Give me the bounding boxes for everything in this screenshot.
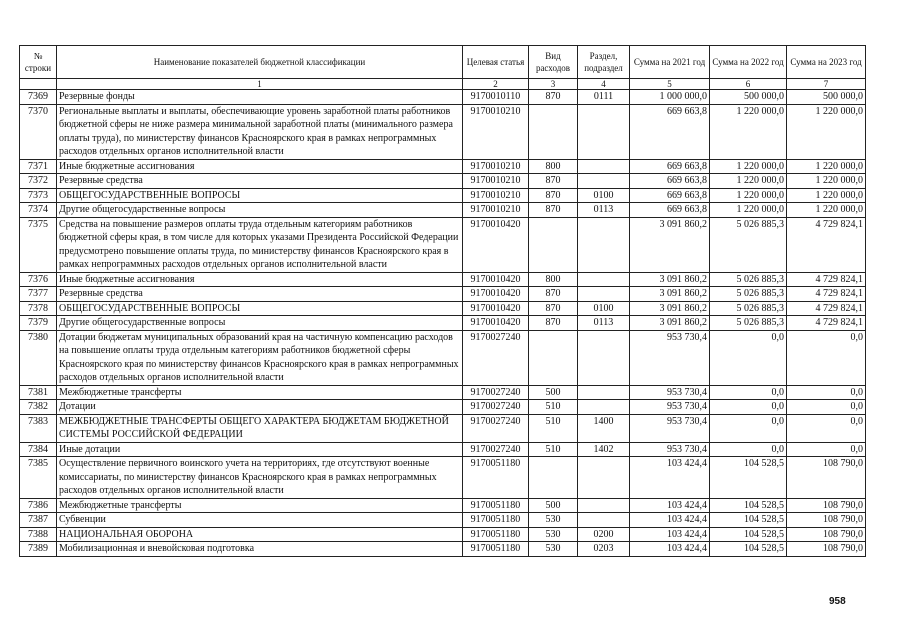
indicator-name: НАЦИОНАЛЬНАЯ ОБОРОНА [57,527,463,542]
sum-2022: 0,0 [710,330,787,385]
indicator-name: Осуществление первичного воинского учета на территориях, где отсутствуют военные комиссариаты, по министерству финансов Красноярского края в рамках непрограммных расходов отдельных органов исполнительной власти [57,457,463,499]
sum-2021: 953 730,4 [630,400,710,415]
table-row [20,217,866,272]
header-section: Раздел, подраздел [578,46,630,79]
table-row [20,414,866,442]
target-article: 9170027240 [463,414,529,442]
row-number: 7378 [20,301,57,316]
indicator-name: Межбюджетные трансферты [57,498,463,513]
column-number [20,79,57,90]
sum-2021: 669 663,8 [630,203,710,218]
sum-2023: 4 729 824,1 [787,301,866,316]
sum-2021: 953 730,4 [630,442,710,457]
indicator-name: Иные бюджетные ассигнования [57,272,463,287]
row-number: 7373 [20,188,57,203]
table-row [20,513,866,528]
section-code [578,174,630,189]
section-code [578,400,630,415]
sum-2023: 108 790,0 [787,527,866,542]
column-number: 4 [578,79,630,90]
section-code: 0113 [578,203,630,218]
column-number: 5 [630,79,710,90]
row-number: 7382 [20,400,57,415]
target-article: 9170027240 [463,442,529,457]
sum-2023: 0,0 [787,442,866,457]
row-number: 7388 [20,527,57,542]
sum-2021: 1 000 000,0 [630,90,710,105]
sum-2021: 3 091 860,2 [630,316,710,331]
expense-type: 870 [529,188,578,203]
section-code [578,104,630,159]
indicator-name: Резервные фонды [57,90,463,105]
section-code [578,330,630,385]
sum-2023: 0,0 [787,385,866,400]
expense-type: 500 [529,385,578,400]
target-article: 9170051180 [463,542,529,557]
row-number: 7369 [20,90,57,105]
target-article: 9170010210 [463,203,529,218]
row-number: 7376 [20,272,57,287]
sum-2022: 1 220 000,0 [710,174,787,189]
indicator-name: Дотации [57,400,463,415]
expense-type: 870 [529,287,578,302]
sum-2021: 103 424,4 [630,498,710,513]
table-row [20,287,866,302]
target-article: 9170010210 [463,174,529,189]
target-article: 9170051180 [463,513,529,528]
table-row [20,457,866,499]
indicator-name: ОБЩЕГОСУДАРСТВЕННЫЕ ВОПРОСЫ [57,301,463,316]
indicator-name: МЕЖБЮДЖЕТНЫЕ ТРАНСФЕРТЫ ОБЩЕГО ХАРАКТЕРА БЮДЖЕТАМ БЮДЖЕТНОЙ СИСТЕМЫ РОССИЙСКОЙ ФЕДЕРАЦИИ [57,414,463,442]
table-row [20,400,866,415]
section-code [578,272,630,287]
column-number: 7 [787,79,866,90]
expense-type [529,217,578,272]
sum-2022: 1 220 000,0 [710,188,787,203]
sum-2023: 108 790,0 [787,457,866,499]
target-article: 9170010110 [463,90,529,105]
indicator-name: Средства на повышение размеров оплаты труда отдельным категориям работников бюджетной сферы края, в том числе для которых указами Президента Российской Федерации предусмотрено повышение оплаты труда, по министерству финансов Красноярского края в рамках непрограммных расходов отдельных органов исполнительной власти [57,217,463,272]
budget-table [19,45,866,557]
target-article: 9170051180 [463,527,529,542]
table-row [20,385,866,400]
expense-type: 870 [529,301,578,316]
section-code: 0111 [578,90,630,105]
expense-type: 870 [529,90,578,105]
sum-2022: 104 528,5 [710,498,787,513]
section-code [578,159,630,174]
sum-2022: 104 528,5 [710,542,787,557]
target-article: 9170010210 [463,188,529,203]
section-code: 0113 [578,316,630,331]
target-article: 9170010420 [463,287,529,302]
expense-type: 870 [529,316,578,331]
row-number: 7384 [20,442,57,457]
sum-2021: 953 730,4 [630,414,710,442]
sum-2021: 669 663,8 [630,159,710,174]
table-row [20,542,866,557]
sum-2022: 5 026 885,3 [710,301,787,316]
indicator-name: Резервные средства [57,287,463,302]
target-article: 9170010420 [463,272,529,287]
table-body [20,90,866,557]
table-row [20,316,866,331]
row-number: 7375 [20,217,57,272]
expense-type [529,330,578,385]
table-row [20,301,866,316]
section-code [578,385,630,400]
sum-2021: 103 424,4 [630,542,710,557]
expense-type: 800 [529,159,578,174]
row-number: 7370 [20,104,57,159]
column-number: 2 [463,79,529,90]
table-row [20,203,866,218]
sum-2023: 4 729 824,1 [787,316,866,331]
header-sum-2021: Сумма на 2021 год [630,46,710,79]
row-number: 7383 [20,414,57,442]
sum-2021: 103 424,4 [630,457,710,499]
row-number: 7372 [20,174,57,189]
expense-type: 870 [529,203,578,218]
table-row [20,90,866,105]
sum-2022: 0,0 [710,385,787,400]
sum-2023: 500 000,0 [787,90,866,105]
sum-2021: 3 091 860,2 [630,287,710,302]
table-row [20,527,866,542]
row-number: 7381 [20,385,57,400]
indicator-name: ОБЩЕГОСУДАРСТВЕННЫЕ ВОПРОСЫ [57,188,463,203]
target-article: 9170010420 [463,316,529,331]
table-row [20,498,866,513]
row-number: 7377 [20,287,57,302]
row-number: 7379 [20,316,57,331]
indicator-name: Субвенции [57,513,463,528]
row-number: 7385 [20,457,57,499]
header-target-article: Целевая статья [463,46,529,79]
sum-2022: 1 220 000,0 [710,203,787,218]
indicator-name: Иные дотации [57,442,463,457]
table-row [20,330,866,385]
sum-2023: 108 790,0 [787,513,866,528]
section-code: 0203 [578,542,630,557]
row-number: 7374 [20,203,57,218]
sum-2023: 0,0 [787,330,866,385]
sum-2023: 0,0 [787,400,866,415]
table-row [20,272,866,287]
target-article: 9170027240 [463,330,529,385]
section-code: 0200 [578,527,630,542]
sum-2022: 5 026 885,3 [710,316,787,331]
expense-type: 510 [529,400,578,415]
section-code [578,287,630,302]
section-code: 1400 [578,414,630,442]
column-number: 3 [529,79,578,90]
sum-2022: 1 220 000,0 [710,104,787,159]
sum-2022: 1 220 000,0 [710,159,787,174]
sum-2021: 953 730,4 [630,330,710,385]
expense-type: 530 [529,513,578,528]
section-code [578,513,630,528]
sum-2023: 1 220 000,0 [787,188,866,203]
target-article: 9170027240 [463,385,529,400]
target-article: 9170051180 [463,457,529,499]
expense-type: 530 [529,542,578,557]
row-number: 7371 [20,159,57,174]
sum-2021: 103 424,4 [630,527,710,542]
expense-type: 530 [529,527,578,542]
page-number: 958 [829,596,846,607]
expense-type: 510 [529,414,578,442]
table-row [20,104,866,159]
indicator-name: Резервные средства [57,174,463,189]
sum-2021: 669 663,8 [630,174,710,189]
sum-2021: 3 091 860,2 [630,217,710,272]
expense-type: 510 [529,442,578,457]
sum-2021: 953 730,4 [630,385,710,400]
sum-2021: 669 663,8 [630,188,710,203]
sum-2022: 5 026 885,3 [710,272,787,287]
table-row [20,174,866,189]
sum-2023: 4 729 824,1 [787,272,866,287]
section-code [578,457,630,499]
header-row [20,46,866,79]
expense-type: 500 [529,498,578,513]
sum-2021: 103 424,4 [630,513,710,528]
target-article: 9170010420 [463,301,529,316]
sum-2023: 0,0 [787,414,866,442]
indicator-name: Другие общегосударственные вопросы [57,203,463,218]
header-expense-type: Вид расходов [529,46,578,79]
column-number-row [20,79,866,90]
table-row [20,159,866,174]
sum-2023: 1 220 000,0 [787,174,866,189]
indicator-name: Межбюджетные трансферты [57,385,463,400]
header-sum-2023: Сумма на 2023 год [787,46,866,79]
expense-type [529,104,578,159]
sum-2023: 108 790,0 [787,498,866,513]
target-article: 9170010420 [463,217,529,272]
section-code: 1402 [578,442,630,457]
sum-2021: 3 091 860,2 [630,272,710,287]
sum-2021: 3 091 860,2 [630,301,710,316]
expense-type: 800 [529,272,578,287]
expense-type [529,457,578,499]
sum-2022: 0,0 [710,414,787,442]
sum-2022: 104 528,5 [710,457,787,499]
header-row-number: № строки [20,46,57,79]
section-code [578,498,630,513]
target-article: 9170010210 [463,159,529,174]
indicator-name: Другие общегосударственные вопросы [57,316,463,331]
table-row [20,188,866,203]
section-code: 0100 [578,188,630,203]
target-article: 9170027240 [463,400,529,415]
indicator-name: Иные бюджетные ассигнования [57,159,463,174]
row-number: 7387 [20,513,57,528]
row-number: 7386 [20,498,57,513]
section-code [578,217,630,272]
sum-2021: 669 663,8 [630,104,710,159]
indicator-name: Мобилизационная и вневойсковая подготовка [57,542,463,557]
sum-2022: 5 026 885,3 [710,217,787,272]
header-indicator-name: Наименование показателей бюджетной классификации [57,46,463,79]
sum-2022: 500 000,0 [710,90,787,105]
column-number: 1 [57,79,463,90]
indicator-name: Региональные выплаты и выплаты, обеспечивающие уровень заработной платы работников бюджетной сферы не ниже размера минимальной заработной платы (минимального размера оплаты труда), по министерству финансов Красноярского края в рамках непрограммных расходов отдельных органов исполнительной власти [57,104,463,159]
row-number: 7389 [20,542,57,557]
sum-2022: 5 026 885,3 [710,287,787,302]
sum-2023: 1 220 000,0 [787,203,866,218]
section-code: 0100 [578,301,630,316]
sum-2022: 104 528,5 [710,527,787,542]
target-article: 9170010210 [463,104,529,159]
header-sum-2022: Сумма на 2022 год [710,46,787,79]
sum-2023: 1 220 000,0 [787,159,866,174]
target-article: 9170051180 [463,498,529,513]
row-number: 7380 [20,330,57,385]
sum-2023: 4 729 824,1 [787,217,866,272]
column-number: 6 [710,79,787,90]
sum-2023: 108 790,0 [787,542,866,557]
sum-2022: 104 528,5 [710,513,787,528]
sum-2022: 0,0 [710,400,787,415]
sum-2023: 1 220 000,0 [787,104,866,159]
indicator-name: Дотации бюджетам муниципальных образований края на частичную компенсацию расходов на повышение оплаты труда отдельным категориям работников бюджетной сферы Красноярского края по министерству финансов Красноярского края в рамках непрограммных расходов отдельных органов исполнительной власти [57,330,463,385]
sum-2023: 4 729 824,1 [787,287,866,302]
expense-type: 870 [529,174,578,189]
table-row [20,442,866,457]
sum-2022: 0,0 [710,442,787,457]
